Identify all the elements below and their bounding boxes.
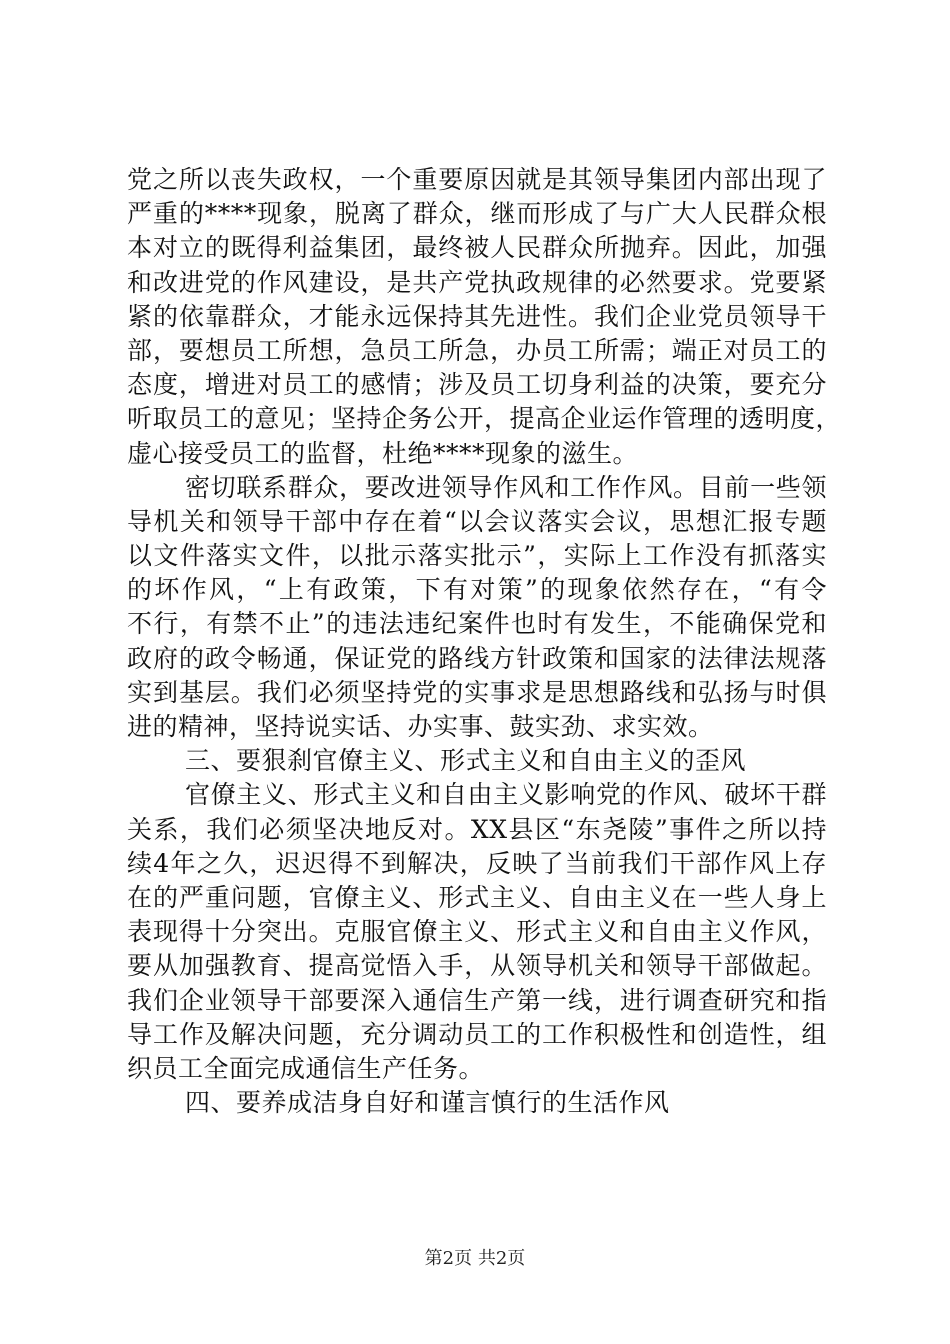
- text-line: 和改进党的作风建设，是共产党执政规律的必然要求。党要紧: [127, 267, 827, 297]
- text-line: 关系，我们必须坚决地反对。XX县区“东尧陵”事件之所以持: [127, 814, 827, 844]
- paragraph-first-line: 官僚主义、形式主义和自由主义影响党的作风、破坏干群: [185, 780, 827, 810]
- text-line: 严重的****现象，脱离了群众，继而形成了与广大人民群众根: [127, 199, 827, 229]
- text-line: 以文件落实文件，以批示落实批示”，实际上工作没有抓落实: [127, 541, 827, 571]
- page-footer: 第2页 共2页: [424, 1248, 526, 1269]
- text-line: 表现得十分突出。克服官僚主义、形式主义和自由主义作风，: [127, 917, 827, 947]
- section-heading: 三、要狠刹官僚主义、形式主义和自由主义的歪风: [185, 746, 747, 776]
- text-line: 虚心接受员工的监督，杜绝****现象的滋生。: [127, 438, 639, 468]
- text-line: 紧的依靠群众，才能永远保持其先进性。我们企业党员领导干: [127, 301, 827, 331]
- document-body: [127, 163, 842, 1120]
- text-line: 态度，增进对员工的感情；涉及员工切身利益的决策，要充分: [127, 370, 827, 400]
- text-line: 续4年之久，迟迟得不到解决，反映了当前我们干部作风上存: [127, 848, 827, 878]
- text-line: 政府的政令畅通，保证党的路线方针政策和国家的法律法规落: [127, 643, 827, 673]
- section-heading: 四、要养成洁身自好和谨言慎行的生活作风: [185, 1088, 670, 1118]
- text-line: 听取员工的意见；坚持企务公开，提高企业运作管理的透明度，: [127, 404, 842, 434]
- text-line: 导机关和领导干部中存在着“以会议落实会议，思想汇报专题: [127, 506, 827, 536]
- text-line: 导工作及解决问题，充分调动员工的工作积极性和创造性，组: [127, 1019, 827, 1049]
- paragraph-first-line: 密切联系群众，要改进领导作风和工作作风。目前一些领: [185, 472, 827, 502]
- text-line: 要从加强教育、提高觉悟入手，从领导机关和领导干部做起。: [127, 951, 827, 981]
- text-line: 实到基层。我们必须坚持党的实事求是思想路线和弘扬与时俱: [127, 677, 827, 707]
- text-line: 织员工全面完成通信生产任务。: [127, 1053, 485, 1083]
- text-line: 进的精神，坚持说实话、办实事、鼓实劲、求实效。: [127, 712, 714, 741]
- text-line: 党之所以丧失政权，一个重要原因就是其领导集团内部出现了: [127, 165, 827, 194]
- text-line: 本对立的既得利益集团，最终被人民群众所抛弃。因此，加强: [127, 233, 827, 263]
- text-line: 我们企业领导干部要深入通信生产第一线，进行调查研究和指: [127, 985, 827, 1015]
- text-line: 在的严重问题，官僚主义、形式主义、自由主义在一些人身上: [127, 882, 827, 912]
- text-line: 部，要想员工所想，急员工所急，办员工所需；端正对员工的: [127, 335, 827, 365]
- text-line: 的坏作风，“上有政策，下有对策”的现象依然存在，“有令: [127, 575, 827, 605]
- text-line: 不行，有禁不止”的违法违纪案件也时有发生，不能确保党和: [127, 609, 827, 639]
